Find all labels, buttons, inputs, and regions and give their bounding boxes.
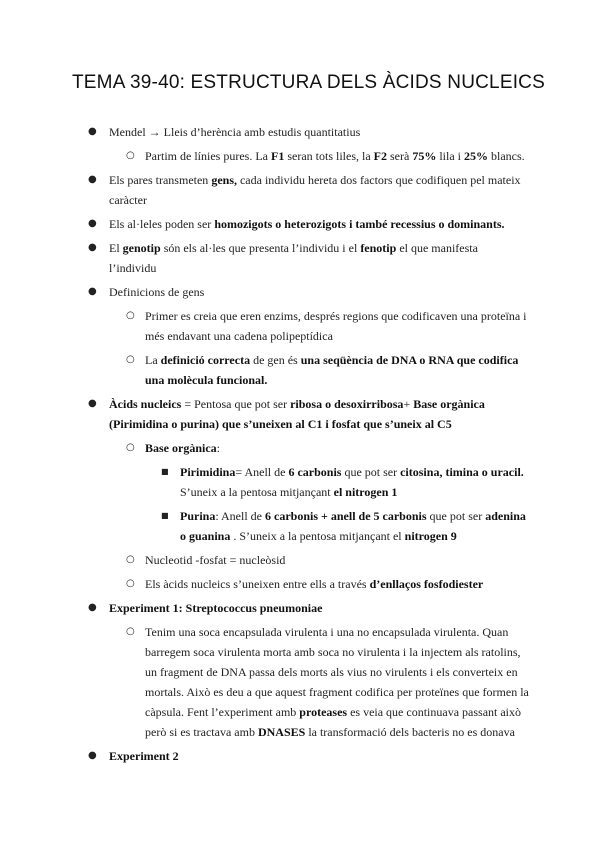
list-item-purina: ■ Purina: Anell de 6 carbonis + anell de 5 carbonis que pot ser adenina o guanina . S’uneix a la pentosa mitjançant el nitrogen 9 [0,506,532,546]
list-item-nucleotid: ○ Nucleotid -fosfat = nucleòsid [0,550,532,570]
list-item-base-organica: ○ Base orgànica: [0,438,532,458]
list-item-experiment-1: ● Experiment 1: Streptococcus pneumoniae [0,598,527,618]
square-marker: ■ [161,511,169,520]
circle-marker: ○ [126,150,135,161]
list-item-experiment-1-text: ○ Tenim una soca encapsulada virulenta i una no encapsulada virulenta. Quan barregem soca virulenta morta amb soca no virulenta i la injectem als ratolins, un fragment de DNA passa dels morts als vius no virulents i els converteix en mortals. Això es deu a que aquest fragment codifica per proteïnes que formen la càpsula. Fent l’experiment amb proteases es veia que continuava passant això però si es tractava amb DNASES la transformació dels bacteris no es donava [0,622,532,742]
list-item-pirimidina: ■ Pirimidina= Anell de 6 carbonis que pot ser citosina, timina o uracil. S’uneix a la pentosa mitjançant el nitrogen 1 [0,462,532,502]
bullet-marker: ● [88,242,97,253]
bullet-marker: ● [88,398,97,409]
bullet-marker: ● [88,126,97,137]
square-marker: ■ [161,467,169,476]
bullet-marker: ● [88,286,97,297]
list-item-alleles: ● Els al·leles poden ser homozigots o heterozigots i també recessius o dominants. [0,214,527,234]
list-item-experiment-2: ● Experiment 2 [0,746,527,766]
circle-marker: ○ [126,626,135,637]
list-item-linies-pures: ○ Partim de línies pures. La F1 seran tots liles, la F2 serà 75% lila i 25% blancs. [0,146,532,166]
bullet-marker: ● [88,218,97,229]
notes-list [0,122,600,770]
list-item-definicio-correcta: ○ La definició correcta de gen és una seqüència de DNA o RNA que codifica una molècula funcional. [0,350,532,390]
circle-marker: ○ [126,310,135,321]
circle-marker: ○ [126,354,135,365]
circle-marker: ○ [126,442,135,453]
circle-marker: ○ [126,578,135,589]
bullet-marker: ● [88,750,97,761]
bullet-marker: ● [88,602,97,613]
circle-marker: ○ [126,554,135,565]
list-item-definicions: ● Definicions de gens [0,282,527,302]
list-item-enzims: ○ Primer es creia que eren enzims, després regions que codificaven una proteïna i més endavant una cadena polipeptídica [0,306,532,346]
list-item-gens: ● Els pares transmeten gens, cada individu hereta dos factors que codifiquen pel mateix caràcter [0,170,527,210]
bullet-marker: ● [88,174,97,185]
list-item-mendel: ● Mendel → Lleis d’herència amb estudis quantitatius [0,122,527,142]
list-item-genotip: ● El genotip són els al·les que presenta l’individu i el fenotip el que manifesta l’individu [0,238,527,278]
list-item-acids-nucleics: ● Àcids nucleics = Pentosa que pot ser ribosa o desoxirribosa+ Base orgànica (Pirimidina o purina) que s’uneixen al C1 i fosfat que s’uneix al C5 [0,394,527,434]
list-item-enllacos: ○ Els àcids nucleics s’uneixen entre ells a través d’enllaços fosfodiester [0,574,532,594]
page-title: TEMA 39-40: ESTRUCTURA DELS ÀCIDS NUCLEICS [72,72,545,93]
